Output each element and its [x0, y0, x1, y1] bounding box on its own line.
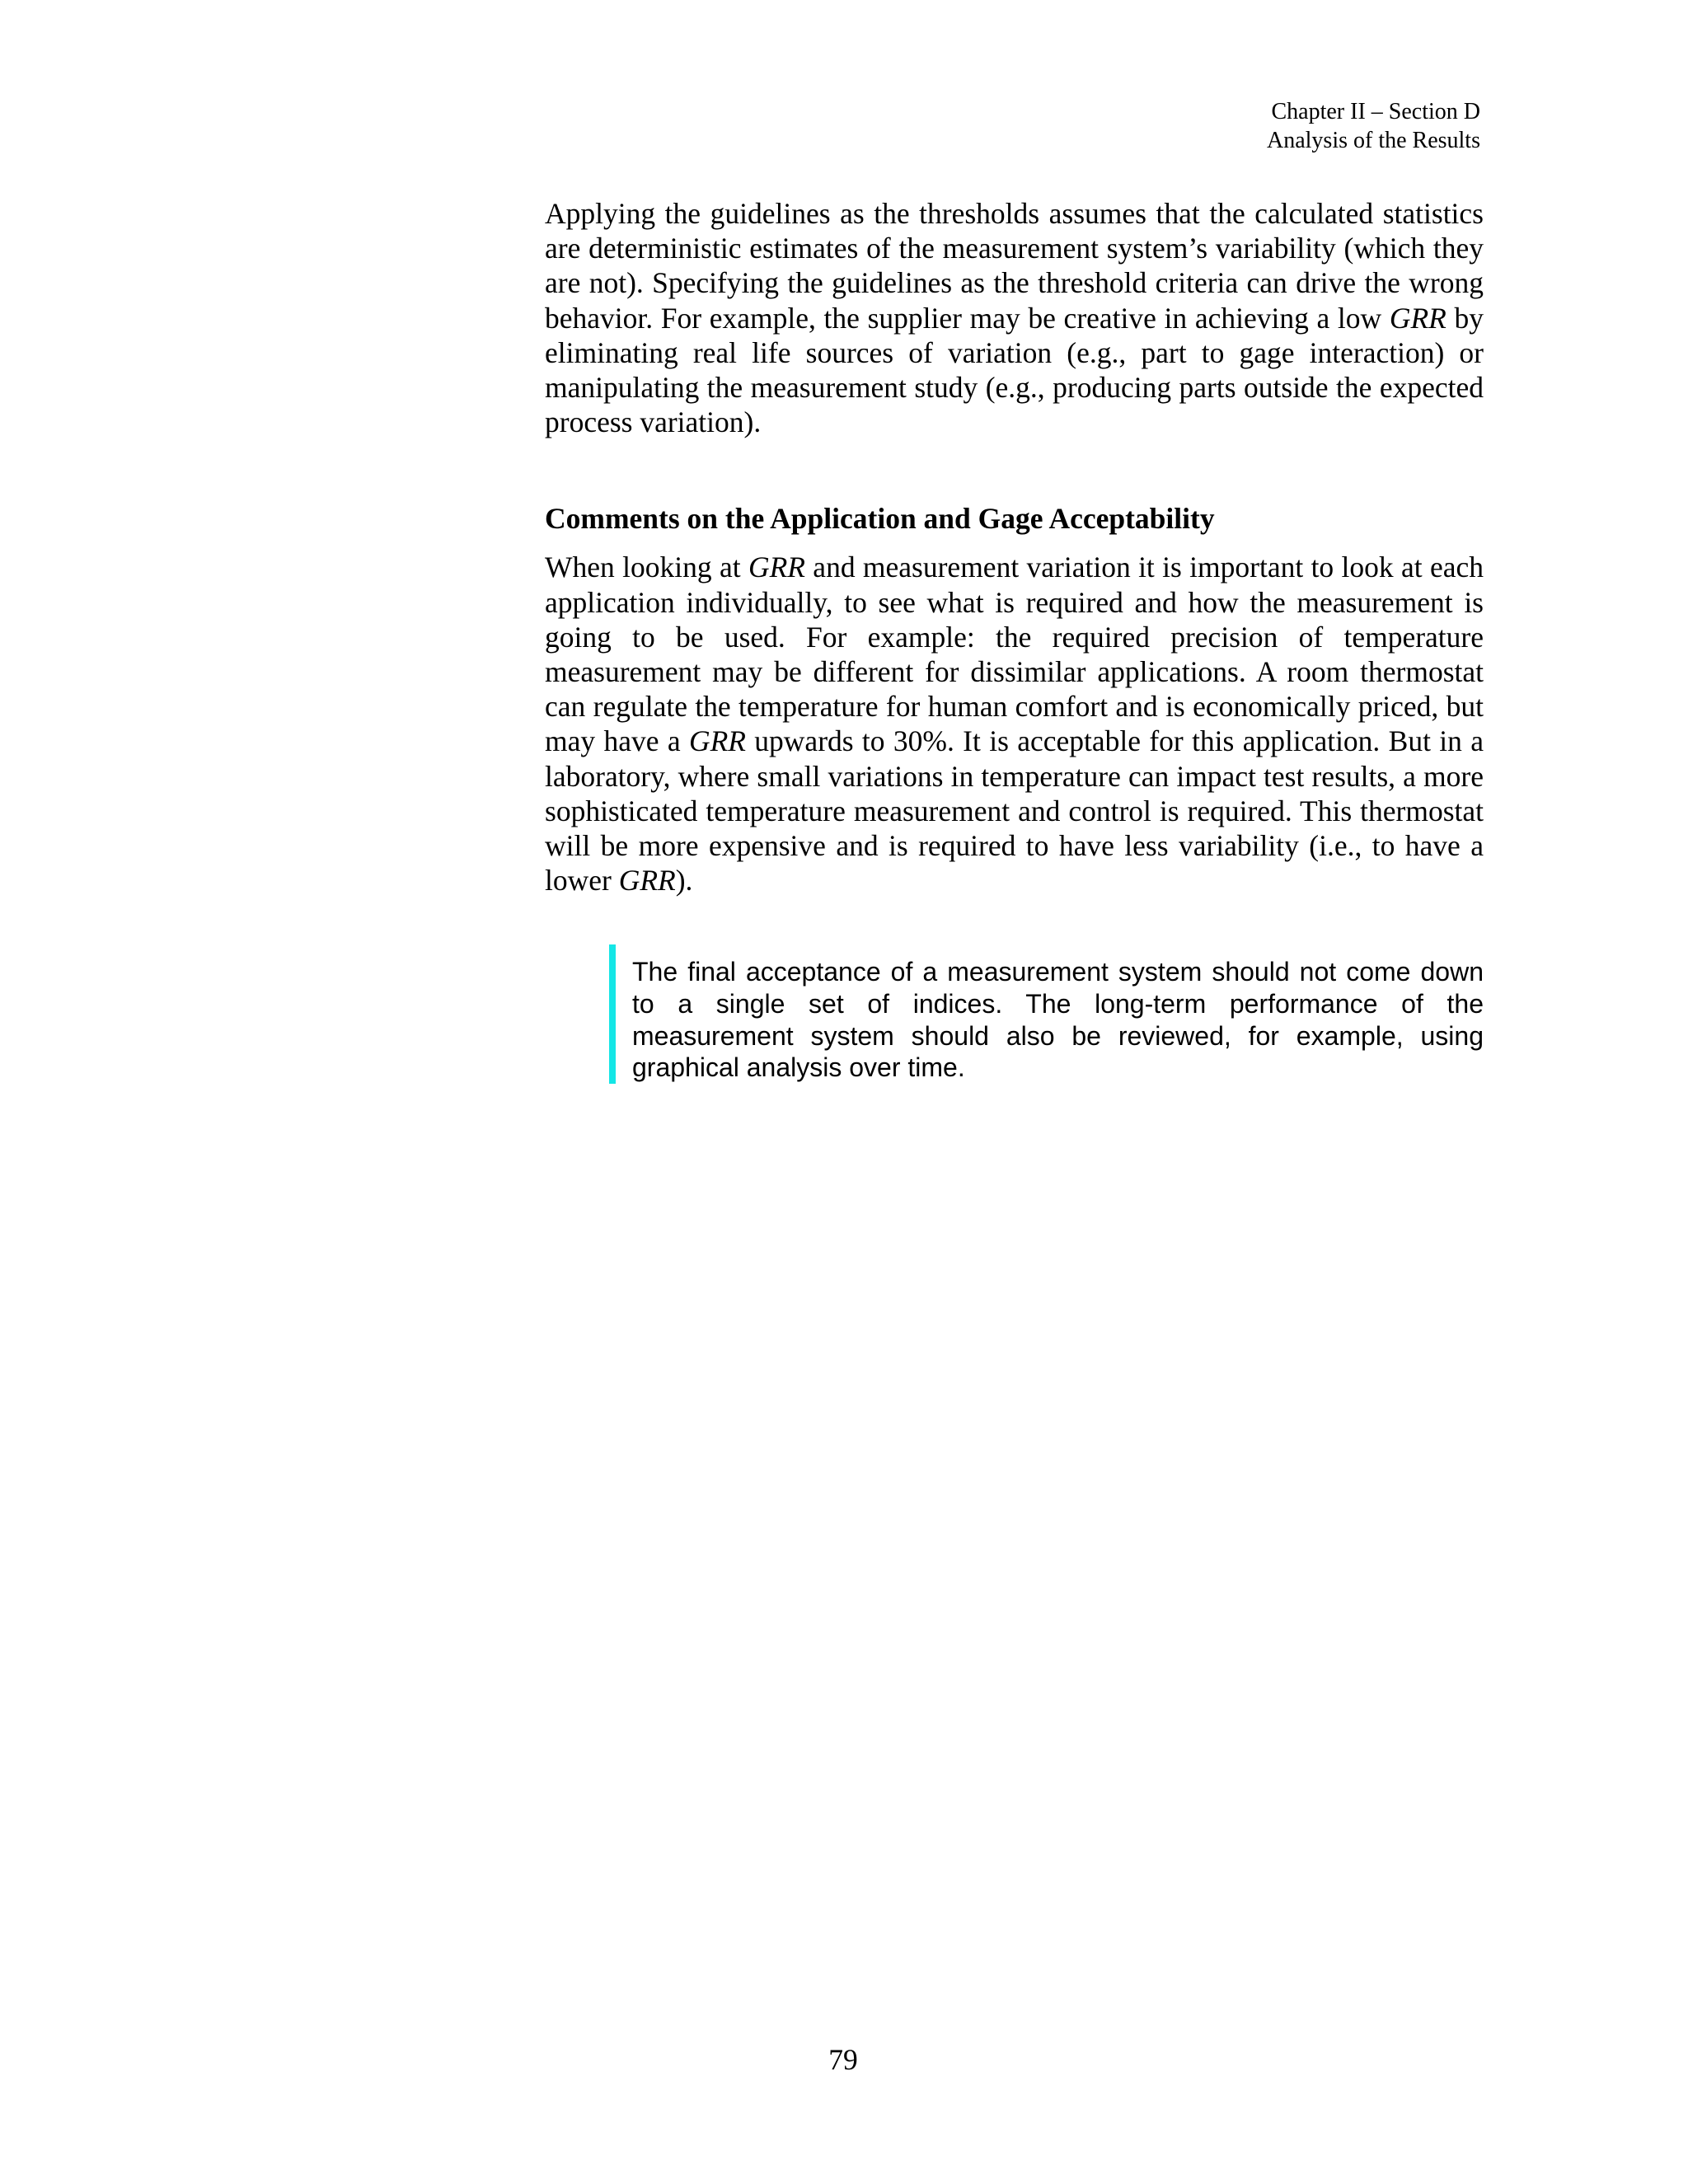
- header-chapter-section: Chapter II – Section D: [1271, 99, 1480, 124]
- page-number-text: 79: [828, 2043, 858, 2076]
- paragraph-guidelines: [545, 196, 1484, 439]
- paragraph-acceptability-part-1: When looking at: [545, 551, 748, 584]
- callout-text: The final acceptance of a measurement system should not come down to a single set of indices. The long-term performance of the measurement system should also be reviewed, for example, using graphical analysis over time.: [632, 957, 1484, 1083]
- callout-note: [609, 944, 1484, 1083]
- grr-term: GRR: [618, 864, 676, 898]
- grr-term: GRR: [748, 551, 805, 584]
- page-content: [545, 196, 1484, 1084]
- paragraph-acceptability-part-3: upwards to 30%. It is acceptable for this application. But in a laboratory, where small variations in temperature can impact test results, a more sophisticated temperature measurement and control is required. This thermostat will be more expensive and is required to have less variability (i.e., to have a lower: [545, 724, 1484, 898]
- grr-term: GRR: [1389, 301, 1447, 335]
- running-header: [1267, 97, 1480, 155]
- header-section-title: Analysis of the Results: [1267, 128, 1480, 153]
- section-heading: Comments on the Application and Gage Acceptability: [545, 502, 1215, 536]
- grr-term: GRR: [688, 724, 746, 758]
- paragraph-guidelines-part-1: Applying the guidelines as the thresholds assumes that the calculated statistics are deterministic estimates of the measurement system’s variability (which they are not). Specifying the guidelines as the threshold criteria can drive the wrong behavior. For example, the supplier may be creative in achieving a low: [545, 197, 1484, 335]
- paragraph-acceptability-part-4: ).: [675, 864, 693, 898]
- paragraph-acceptability: [545, 550, 1484, 898]
- paragraph-guidelines-part-2: by eliminating real life sources of variation (e.g., part to gage interaction) or manipulating the measurement study (e.g., producing parts outside the expected process variation).: [545, 301, 1484, 439]
- paragraph-acceptability-part-2: and measurement variation it is important to look at each application individually, to see what is required and how the measurement is going to be used. For example: the required precision of temperature measurement may be different for dissimilar applications. A room thermostat can regulate the temperature for human comfort and is economically priced, but may have a: [545, 551, 1484, 758]
- page-number: [0, 2042, 1688, 2077]
